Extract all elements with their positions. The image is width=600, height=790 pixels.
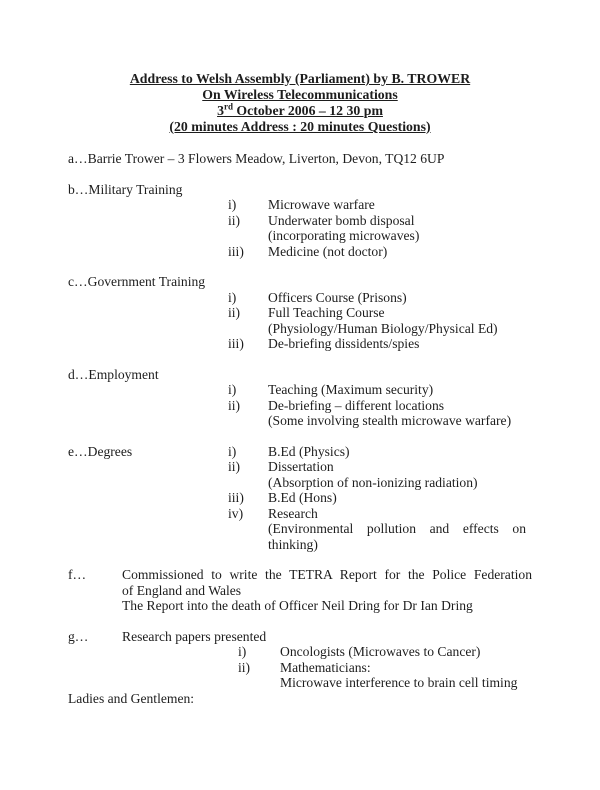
indent-spacer [68, 459, 228, 475]
indent-spacer [68, 336, 228, 352]
indent-spacer [228, 521, 268, 537]
indent-spacer [68, 398, 228, 414]
section-f [68, 567, 600, 614]
item-text: Research [268, 505, 318, 521]
indent-spacer [68, 213, 228, 229]
item-numeral: i) [228, 289, 237, 305]
indent-spacer [228, 321, 268, 337]
item-note: (Absorption of non-ionizing radiation) [268, 474, 478, 490]
list-item [68, 660, 600, 676]
indent-spacer [68, 675, 238, 691]
item-text: B.Ed (Hons) [268, 490, 337, 505]
indent-spacer [68, 382, 228, 398]
item-note: (Physiology/Human Biology/Physical Ed) [268, 320, 498, 336]
paragraph-line: The Report into the death of Officer Neil Dring for Dr Ian Dring [122, 598, 473, 613]
indent-spacer [68, 660, 238, 676]
indent-spacer [68, 644, 238, 660]
section-a-line: a…Barrie Trower – 3 Flowers Meadow, Liverton, Devon, TQ12 6UP [68, 151, 445, 166]
section-d-heading: d…Employment [68, 366, 159, 382]
indent-spacer [68, 490, 228, 506]
indent-spacer [68, 475, 228, 491]
list-item-continuation [68, 675, 600, 691]
list-item [68, 644, 600, 660]
section-g-letter: g… [68, 628, 89, 644]
item-note: (incorporating microwaves) [268, 228, 420, 243]
list-item-continuation [68, 413, 600, 429]
item-note: thinking) [268, 536, 318, 552]
item-numeral: ii) [228, 305, 241, 320]
closing-line: Ladies and Gentlemen: [68, 690, 195, 706]
title-line-4: (20 minutes Address : 20 minutes Questions) [169, 119, 431, 134]
section-c-heading: c…Government Training [68, 274, 206, 289]
item-text: Medicine (not doctor) [268, 243, 388, 259]
paragraph-row [68, 583, 600, 599]
list-item [68, 398, 600, 414]
title-line-1: Address to Welsh Assembly (Parliament) by B. TROWER [129, 71, 471, 86]
list-item [68, 506, 600, 522]
item-numeral: ii) [228, 212, 241, 228]
item-text: Officers Course (Prisons) [268, 289, 407, 305]
indent-spacer [68, 244, 228, 260]
indent-spacer [68, 583, 122, 599]
item-text: Underwater bomb disposal [268, 212, 415, 228]
list-item-continuation [68, 537, 600, 553]
item-text: De-briefing – different locations [268, 397, 445, 413]
item-numeral: ii) [238, 659, 251, 675]
item-text: Microwave warfare [268, 197, 375, 212]
list-item [68, 305, 600, 321]
item-numeral: iii) [228, 336, 244, 351]
title-date-rest: October 2006 – 12 30 pm [232, 103, 383, 118]
item-numeral: i) [238, 644, 247, 659]
item-numeral: i) [228, 197, 237, 212]
indent-spacer [68, 305, 228, 321]
list-item [68, 444, 600, 460]
item-numeral: iii) [228, 243, 244, 259]
section-d [68, 367, 600, 429]
section-b-heading: b…Military Training [68, 181, 183, 197]
item-numeral: ii) [228, 397, 241, 413]
document-body [0, 151, 600, 706]
paragraph-line: of England and Wales [122, 582, 242, 598]
item-numeral: i) [228, 443, 237, 459]
item-text: Dissertation [268, 459, 334, 474]
list-item [68, 244, 600, 260]
document-title [0, 0, 600, 135]
indent-spacer [228, 475, 268, 491]
list-item-continuation [68, 475, 600, 491]
item-text: De-briefing dissidents/spies [268, 336, 420, 351]
item-note: Microwave interference to brain cell timing [280, 675, 518, 690]
section-e [68, 444, 600, 553]
indent-spacer [68, 228, 228, 244]
item-text: Oncologists (Microwaves to Cancer) [280, 644, 481, 659]
list-item-continuation [68, 521, 600, 537]
section-e-heading: e…Degrees [68, 443, 133, 459]
list-item [68, 490, 600, 506]
item-numeral: ii) [228, 459, 241, 474]
list-item [68, 459, 600, 475]
list-item-continuation [68, 228, 600, 244]
indent-spacer [68, 521, 228, 537]
item-text: Teaching (Maximum security) [268, 382, 434, 397]
indent-spacer [68, 197, 228, 213]
item-note: (Some involving stealth microwave warfare) [268, 413, 512, 428]
list-item [68, 336, 600, 352]
indent-spacer [68, 321, 228, 337]
title-line-3 [0, 103, 600, 119]
item-text: Full Teaching Course [268, 305, 385, 320]
item-numeral: iv) [228, 505, 244, 521]
title-line-2: On Wireless Telecommunications [202, 87, 398, 102]
list-item-continuation [68, 321, 600, 337]
item-note-justified: (Environmental pollution and effects on [268, 521, 526, 536]
indent-spacer [238, 675, 280, 691]
indent-spacer [228, 228, 268, 244]
paragraph-row [68, 567, 600, 583]
title-date-ordinal: rd [223, 101, 233, 112]
list-item [68, 213, 600, 229]
indent-spacer [68, 290, 228, 306]
indent-spacer [228, 413, 268, 429]
title-date-number: 3 [217, 103, 224, 118]
item-text: B.Ed (Physics) [268, 443, 350, 459]
paragraph-line-justified: Commissioned to write the TETRA Report for the Police Federation [122, 567, 532, 582]
section-g-heading: Research papers presented [122, 628, 267, 644]
indent-spacer [68, 413, 228, 429]
item-numeral: i) [228, 382, 237, 397]
indent-spacer [68, 506, 228, 522]
section-g [68, 629, 600, 691]
list-item [68, 197, 600, 213]
list-item [68, 382, 600, 398]
paragraph-row [68, 629, 600, 645]
section-b [68, 182, 600, 260]
item-text: Mathematicians: [280, 659, 371, 675]
indent-spacer [68, 598, 122, 614]
section-c [68, 274, 600, 352]
list-item [68, 290, 600, 306]
indent-spacer [228, 537, 268, 553]
paragraph-row [68, 598, 600, 614]
indent-spacer [68, 537, 228, 553]
item-numeral: iii) [228, 490, 244, 505]
section-f-letter: f… [68, 567, 87, 582]
